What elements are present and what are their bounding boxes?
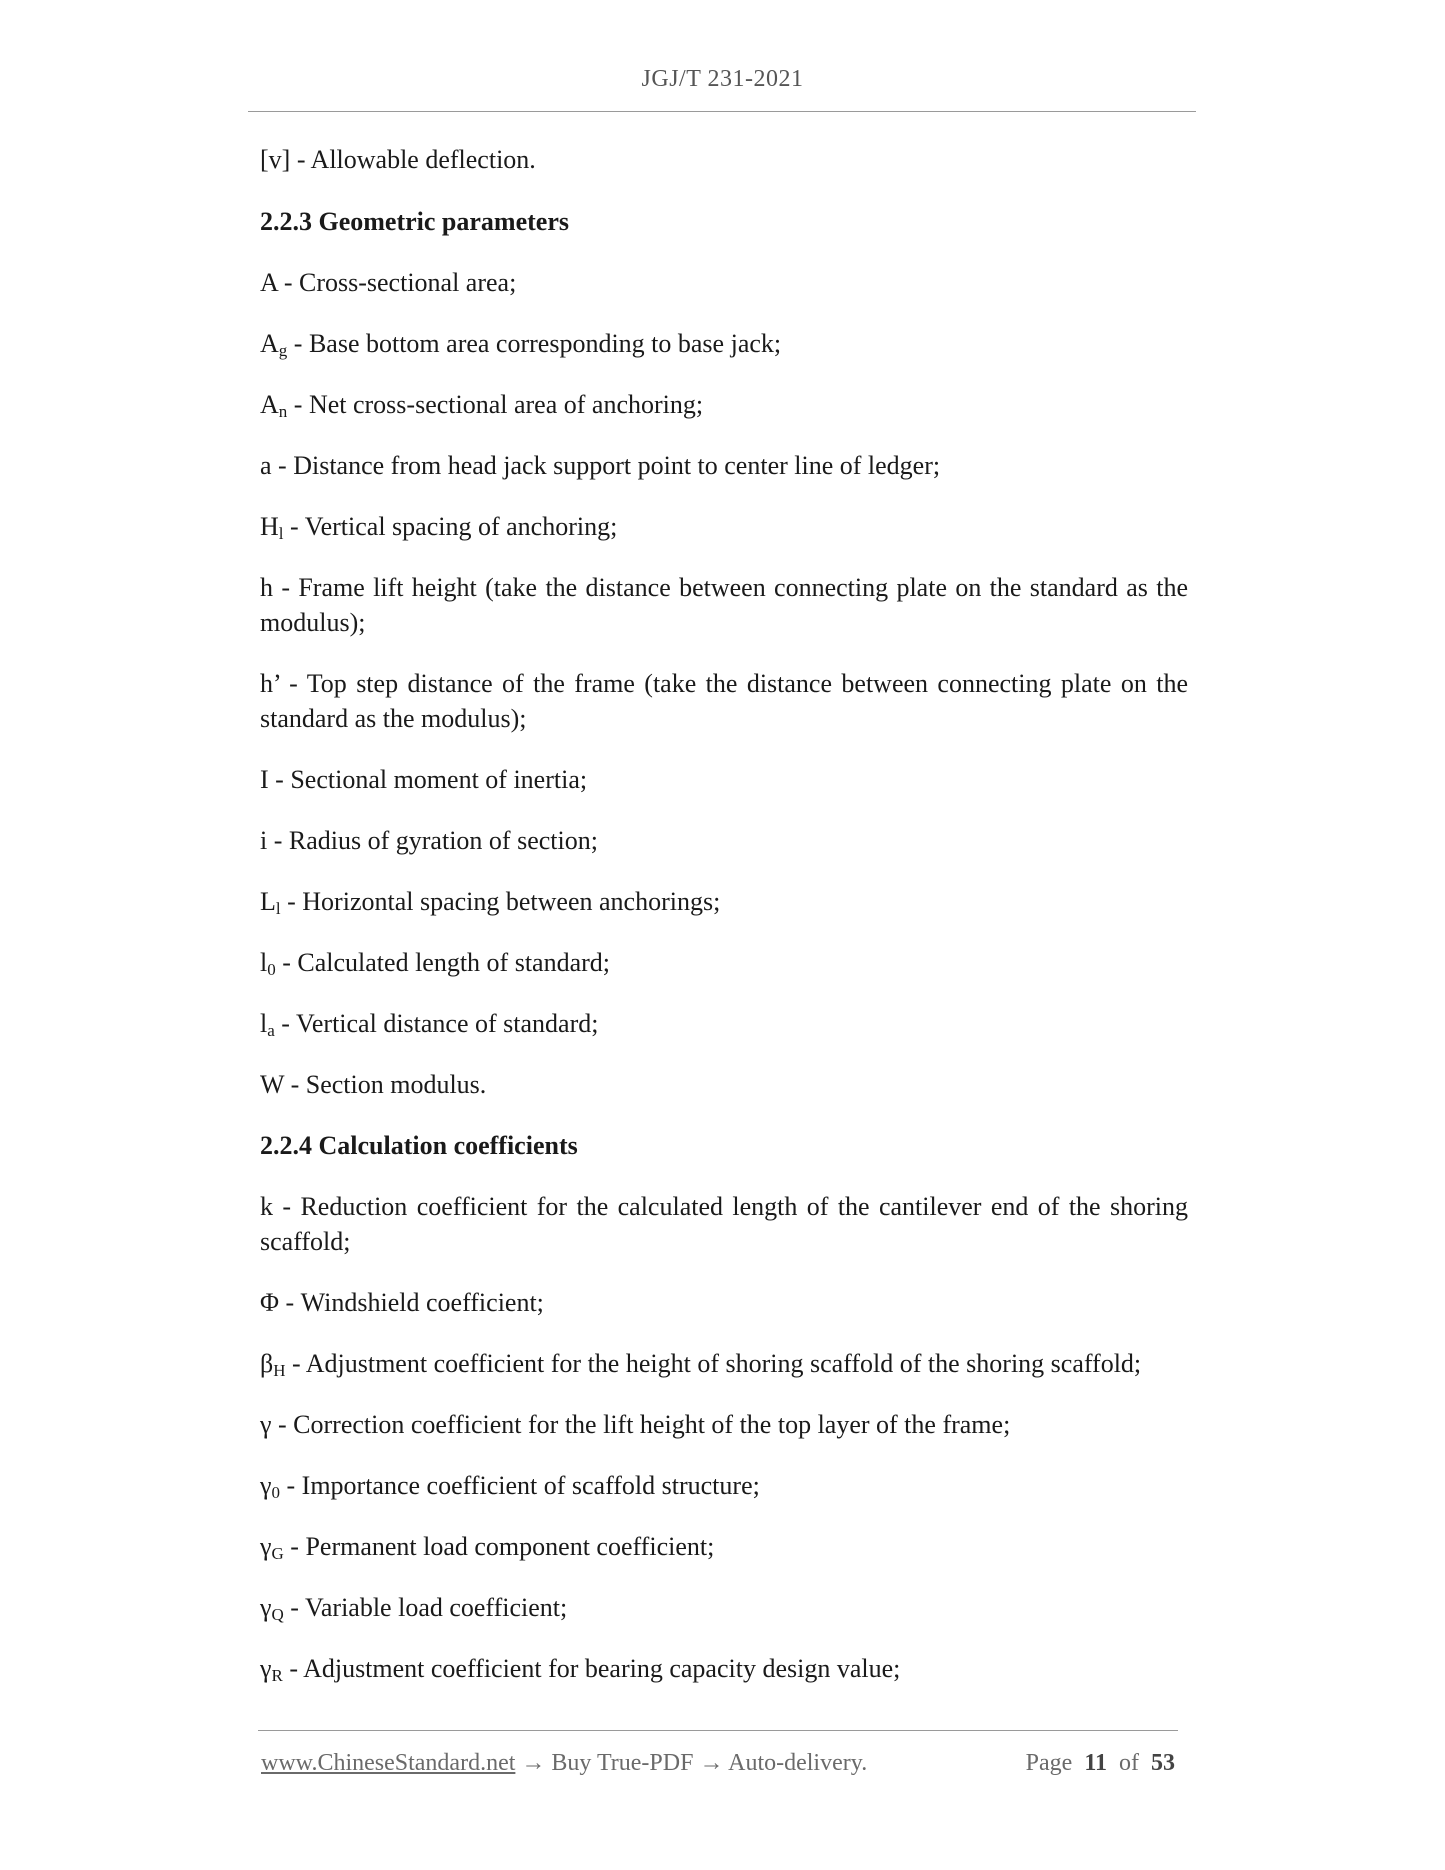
footer-promo (261, 1750, 867, 1777)
of-label: of (1119, 1750, 1139, 1776)
definition-h (260, 570, 1188, 640)
definition-text: - Radius of gyration of section; (267, 826, 598, 855)
definition-la (260, 1006, 1188, 1041)
page-counter (1026, 1750, 1175, 1777)
definition-text: - Frame lift height (take the distance between connecting plate on the standard as the modulus); (260, 573, 1188, 637)
symbol: h (260, 573, 273, 602)
symbol: A (260, 329, 279, 358)
subscript: G (271, 1544, 284, 1563)
definition-text: - Cross-sectional area; (277, 268, 517, 297)
definition-l0 (260, 945, 1188, 980)
symbol: h’ (260, 669, 280, 698)
subscript: 0 (271, 1483, 280, 1502)
footer-promo-text: → Buy True-PDF → Auto-delivery. (515, 1750, 868, 1776)
definition-I (260, 762, 1188, 797)
definition-i (260, 823, 1188, 858)
definition-gammaQ (260, 1590, 1188, 1625)
symbol: γ (260, 1593, 272, 1622)
definition-An (260, 387, 1188, 422)
definition-text: - Base bottom area corresponding to base jack; (287, 329, 782, 358)
definition-gammaG (260, 1529, 1188, 1564)
subscript: n (278, 402, 288, 421)
definition-text: - Net cross-sectional area of anchoring; (287, 390, 704, 419)
symbol: l (260, 1009, 268, 1038)
symbol: a (260, 451, 272, 480)
symbol: γ (260, 1532, 272, 1561)
definition-a (260, 448, 1188, 483)
subscript: Q (271, 1605, 284, 1624)
definition-text: - Adjustment coefficient for bearing capacity design value; (282, 1654, 901, 1683)
definition-text: - Reduction coefficient for the calculated length of the cantilever end of the shoring scaffold; (260, 1192, 1188, 1256)
definition-Ag (260, 326, 1188, 361)
symbol: k (260, 1192, 273, 1221)
footer-divider (258, 1730, 1178, 1731)
definition-text: - Section modulus. (284, 1070, 487, 1099)
definition-Phi (260, 1285, 1188, 1320)
definition-text: - Adjustment coefficient for the height of shoring scaffold of the shoring scaffold; (285, 1349, 1142, 1378)
subscript: l (275, 899, 281, 918)
definition-text: - Variable load coefficient; (283, 1593, 568, 1622)
symbol: γ (260, 1471, 272, 1500)
page-label: Page (1025, 1750, 1073, 1776)
definition-k (260, 1189, 1188, 1259)
symbol: β (260, 1349, 274, 1378)
definition-text: - Vertical spacing of anchoring; (283, 512, 618, 541)
header-title: JGJ/T 231-2021 (641, 66, 804, 92)
subscript: a (267, 1021, 275, 1040)
definition-Ll (260, 884, 1188, 919)
header-divider (248, 111, 1196, 112)
definition-text: - Windshield coefficient; (279, 1288, 544, 1317)
definition-W (260, 1067, 1188, 1102)
definition-gamma0 (260, 1468, 1188, 1503)
definition-text: - Distance from head jack support point to center line of ledger; (271, 451, 941, 480)
symbol: Φ (260, 1288, 280, 1317)
definition-betaH (260, 1346, 1188, 1381)
section-heading-2-2-4: 2.2.4 Calculation coefficients (260, 1131, 578, 1160)
definition-text: - Correction coefficient for the lift height of the top layer of the frame; (271, 1410, 1011, 1439)
symbol: i (260, 826, 268, 855)
website-link[interactable]: www.ChineseStandard.net (261, 1750, 516, 1776)
symbol: A (260, 390, 279, 419)
symbol: γ (260, 1410, 272, 1439)
definition-text: - Horizontal spacing between anchorings; (280, 887, 721, 916)
symbol: A (260, 268, 278, 297)
symbol: I (260, 765, 269, 794)
symbol: l (260, 948, 268, 977)
definition-text: - Permanent load component coefficient; (283, 1532, 715, 1561)
symbol: H (260, 512, 279, 541)
definition-h-prime (260, 666, 1188, 736)
definition-gammaR (260, 1651, 1188, 1686)
subscript: H (273, 1361, 286, 1380)
page-number: 11 (1084, 1750, 1107, 1776)
subscript: R (271, 1666, 283, 1685)
symbol: L (260, 887, 276, 916)
definition-v: [v] - Allowable deflection. (260, 145, 536, 174)
definition-text: - Top step distance of the frame (take the distance between connecting plate on the standard as the modulus); (260, 669, 1188, 733)
symbol: γ (260, 1654, 272, 1683)
subscript: g (278, 341, 288, 360)
definition-text: - Calculated length of standard; (275, 948, 611, 977)
subscript: 0 (267, 960, 276, 979)
subscript: l (278, 524, 284, 543)
page-total: 53 (1151, 1750, 1175, 1776)
definition-A (260, 265, 1188, 300)
symbol: W (260, 1070, 285, 1099)
definition-gamma (260, 1407, 1188, 1442)
section-heading-2-2-3: 2.2.3 Geometric parameters (260, 207, 569, 236)
definition-text: - Importance coefficient of scaffold structure; (280, 1471, 760, 1500)
definition-text: - Sectional moment of inertia; (268, 765, 588, 794)
definition-Hl (260, 509, 1188, 544)
definition-text: - Vertical distance of standard; (274, 1009, 599, 1038)
